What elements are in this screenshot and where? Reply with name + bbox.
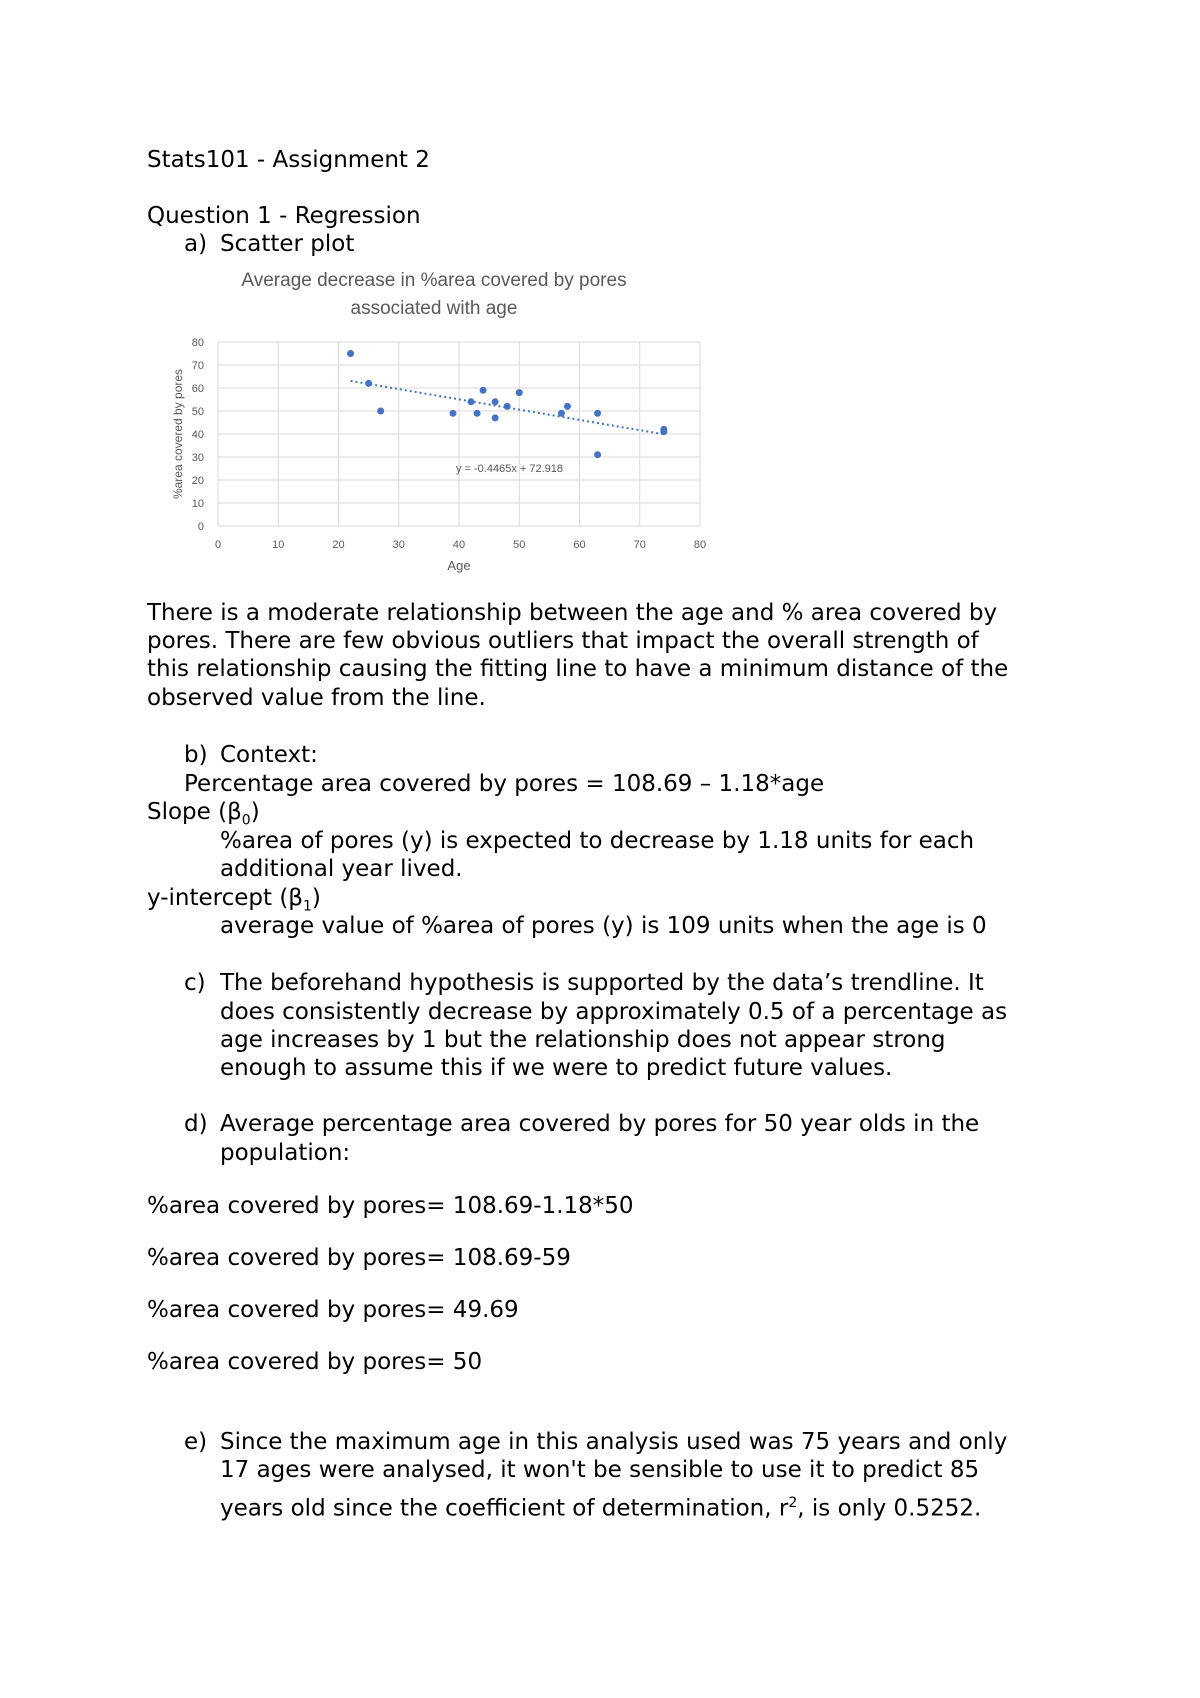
data-point [449,410,456,417]
x-tick-label: 30 [392,539,405,551]
data-point [492,414,499,421]
data-point [492,398,499,405]
part-c-line-1: The beforehand hypothesis is supported by the data’s trendline. It [220,970,984,996]
y-tick-label: 50 [191,406,204,418]
intercept-label: y-intercept $(\beta_1)$ [147,885,321,915]
y-tick-label: 0 [197,521,204,533]
x-tick-label: 10 [272,539,285,551]
y-tick-label: 60 [191,383,204,395]
data-point [377,408,384,415]
part-a-marker: a) [184,231,208,257]
data-point [480,387,487,394]
doc-title: Stats101 - Assignment 2 [147,147,430,173]
data-point [468,398,475,405]
y-axis-label: %area covered by pores [171,368,185,500]
calc-line-4: %area covered by pores= 50 [147,1349,483,1375]
calc-line-1: %area covered by pores= 108.69-1.18*50 [147,1193,634,1219]
trendline-equation: y = -0.4465x + 72.918 [455,462,564,475]
y-tick-label: 20 [191,475,204,487]
x-tick-label: 80 [693,539,707,551]
x-axis-label: Age [447,558,471,573]
x-tick-label: 70 [633,539,646,551]
slope-text-line-1: %area of pores (y) is expected to decrease by 1.18 units for each [220,828,975,854]
scatter-chart [160,330,730,586]
data-point [594,451,601,458]
y-tick-label: 70 [191,360,204,372]
chart-title-line1: Average decrease in %area covered by pores [241,270,627,291]
paragraph-a-line-2: pores. There are few obvious outliers that impact the overall strength of [147,628,979,654]
regression-equation: Percentage area covered by pores = 108.69 – 1.18*age [184,771,825,797]
part-e-line-3: years old since the coefficient of determination, $r^2$, is only 0.5252. [220,1495,982,1522]
data-point [365,380,372,387]
paragraph-a-line-3: this relationship causing the fitting line to have a minimum distance of the [147,656,1009,682]
part-a-label: Scatter plot [220,231,355,257]
y-tick-label: 40 [191,429,204,441]
y-tick-label: 10 [191,498,204,510]
y-tick-label: 80 [191,337,204,349]
part-c-marker: c) [184,970,206,996]
part-e-line-2: 17 ages were analysed, it won't be sensible to use it to predict 85 [220,1457,980,1483]
intercept-text: average value of %area of pores (y) is 109 units when the age is 0 [220,913,987,939]
x-tick-label: 20 [332,539,345,551]
data-point [474,410,481,417]
part-d-line-2: population: [220,1140,351,1166]
part-c-line-3: age increases by 1 but the relationship does not appear strong [220,1027,946,1053]
part-b-label: Context: [220,742,318,768]
calc-line-3: %area covered by pores= 49.69 [147,1297,519,1323]
part-b-marker: b) [184,742,208,768]
data-point [558,410,565,417]
data-point [594,410,601,417]
calc-line-2: %area covered by pores= 108.69-59 [147,1245,571,1271]
part-d-line-1: Average percentage area covered by pores for 50 year olds in the [220,1111,980,1137]
data-point [516,389,523,396]
slope-label: Slope $(\beta_0)$ [147,799,260,829]
x-tick-label: 40 [452,539,466,551]
question-heading: Question 1 - Regression [147,203,421,229]
data-point [564,403,571,410]
data-point [504,403,511,410]
data-point [347,350,354,357]
part-d-marker: d) [184,1111,208,1137]
part-c-line-4: enough to assume this if we were to predict future values. [220,1055,893,1081]
part-e-marker: e) [184,1429,208,1455]
part-e-line-1: Since the maximum age in this analysis used was 75 years and only [220,1429,1008,1455]
x-tick-label: 60 [573,539,586,551]
paragraph-a-line-1: There is a moderate relationship between the age and % area covered by [147,600,998,626]
paragraph-a-line-4: observed value from the line. [147,685,486,711]
slope-text-line-2: additional year lived. [220,856,463,882]
part-c-line-2: does consistently decrease by approximately 0.5 of a percentage as [220,999,1008,1025]
y-tick-label: 30 [191,452,204,464]
chart-title-line2: associated with age [350,298,518,319]
x-tick-label: 0 [214,539,222,551]
data-point [660,426,667,433]
x-tick-label: 50 [513,539,526,551]
